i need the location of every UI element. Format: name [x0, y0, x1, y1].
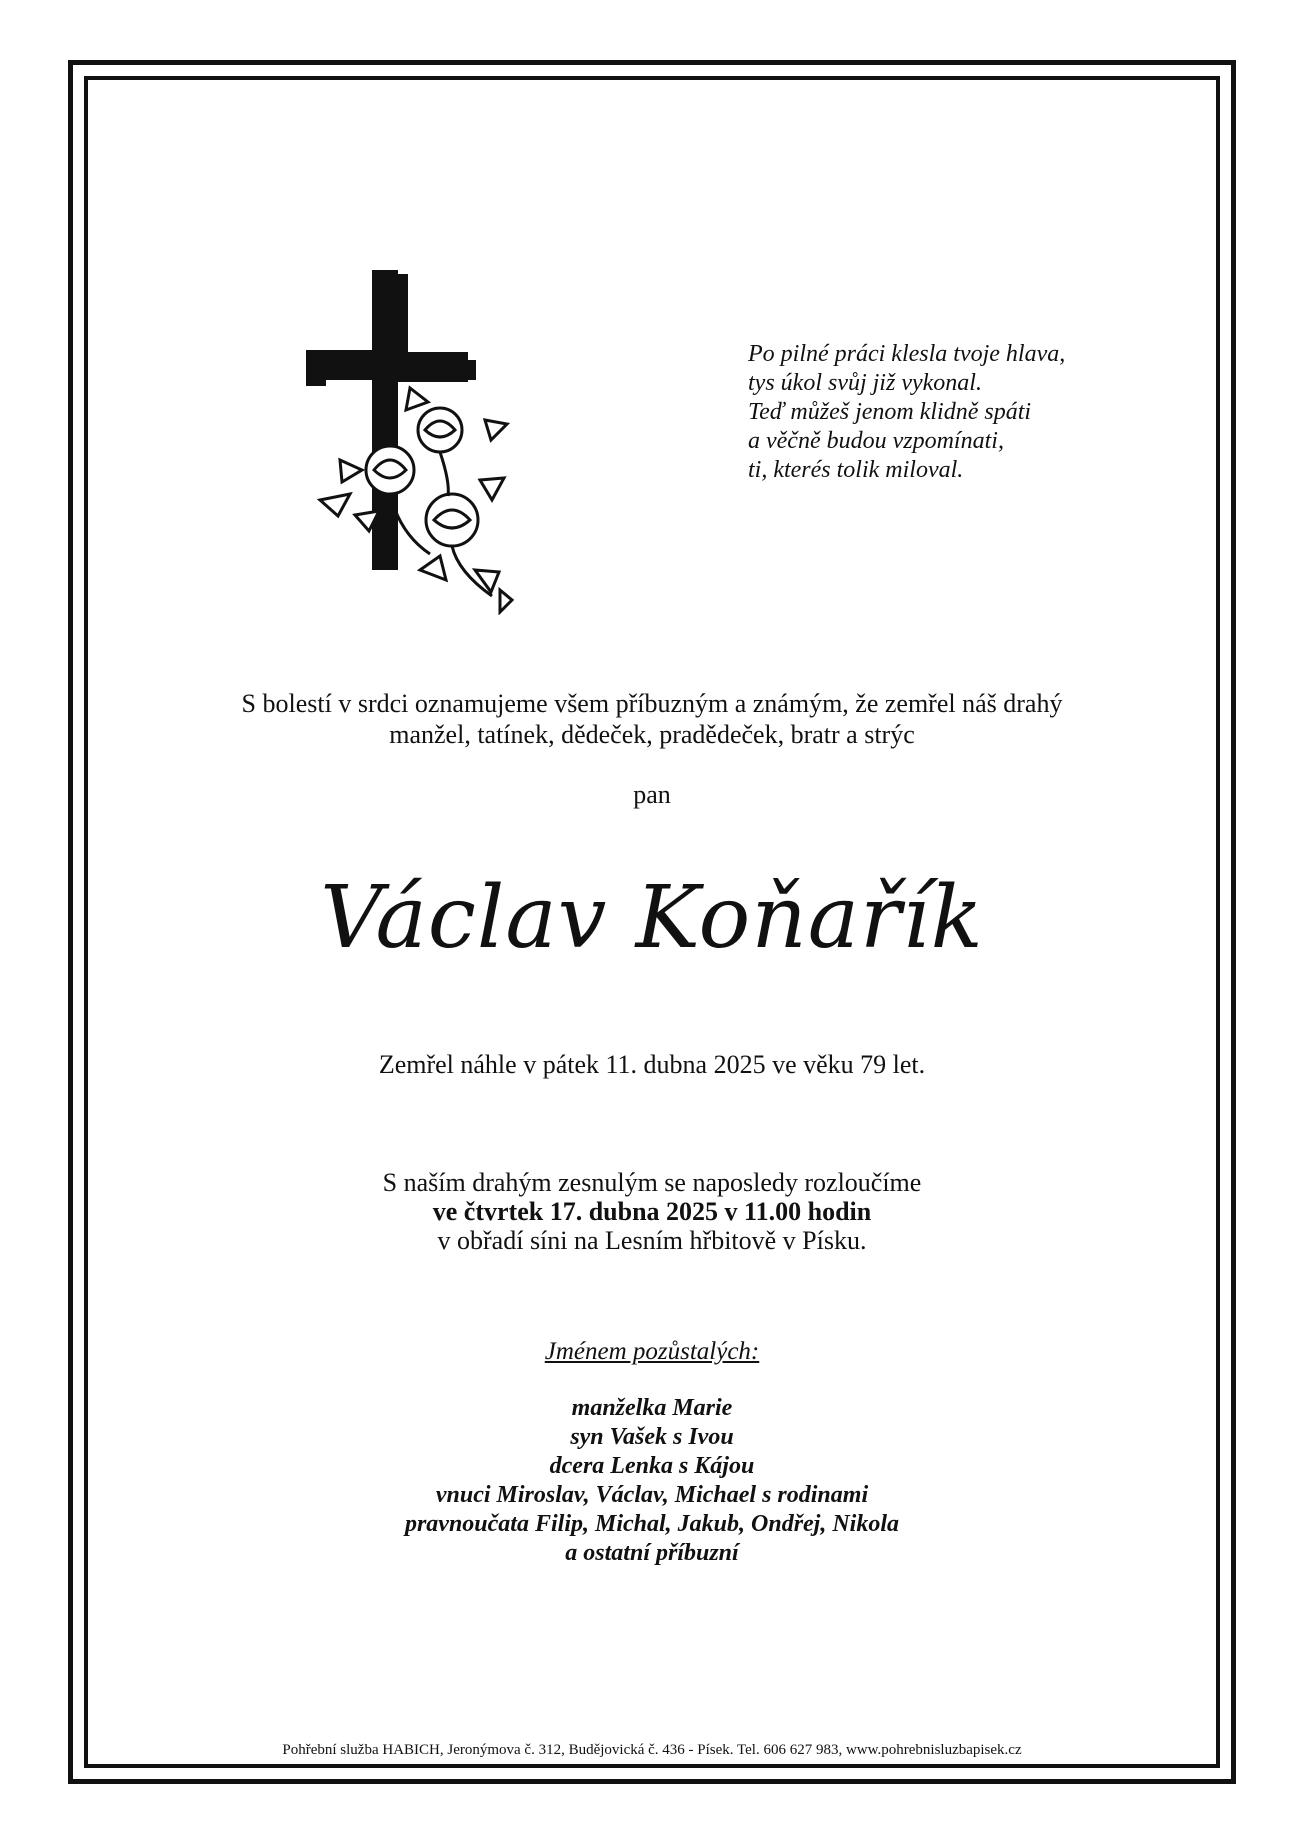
mourner: dcera Lenka s Kájou	[549, 1453, 755, 1479]
poem-line: a věčně budou vzpomínati,	[748, 428, 1004, 454]
deceased-name: Václav Koňařík	[320, 868, 984, 968]
mourner: syn Vašek s Ivou	[570, 1424, 734, 1450]
mourner: vnuci Miroslav, Václav, Michael s rodinami	[435, 1482, 869, 1508]
farewell-info	[84, 1168, 1220, 1255]
death-notice: Zemřel náhle v pátek 11. dubna 2025 ve věku 79 let.	[378, 1050, 926, 1079]
poem	[748, 340, 1128, 485]
mourner: manželka Marie	[571, 1395, 733, 1421]
title-word: pan	[633, 780, 671, 809]
announcement-line: manžel, tatínek, dědeček, pradědeček, bratr a strýc	[389, 720, 915, 749]
mourners-list	[84, 1394, 1220, 1568]
poem-line: tys úkol svůj již vykonal.	[748, 370, 982, 396]
mourner: a ostatní příbuzní	[565, 1540, 739, 1566]
poem-line: Teď můžeš jenom klidně spáti	[748, 399, 1032, 425]
mourner: pravnoučata Filip, Michal, Jakub, Ondřej, Nikola	[404, 1511, 900, 1537]
announcement-line: S bolestí v srdci oznamujeme všem příbuzným a známým, že zemřel náš drahý	[241, 689, 1063, 718]
footer: Pohřební služba HABICH, Jeronýmova č. 312, Budějovická č. 436 - Písek. Tel. 606 627 983, www.pohrebnisluzbapisek.cz	[282, 1742, 1022, 1758]
farewell-line: S naším drahým zesnulým se naposledy rozloučíme	[382, 1168, 922, 1197]
cross-with-roses-icon	[300, 270, 520, 615]
poem-line: Po pilné práci klesla tvoje hlava,	[748, 341, 1066, 367]
mourners-heading-text: Jménem pozůstalých:	[544, 1338, 760, 1365]
mourners-heading	[84, 1338, 1220, 1366]
poem-line: ti, kterés tolik miloval.	[748, 457, 964, 483]
farewell-place: v obřadí síni na Lesním hřbitově v Písku.	[437, 1226, 867, 1255]
announcement	[84, 688, 1220, 750]
farewell-date: ve čtvrtek 17. dubna 2025 v 11.00 hodin	[432, 1197, 872, 1226]
